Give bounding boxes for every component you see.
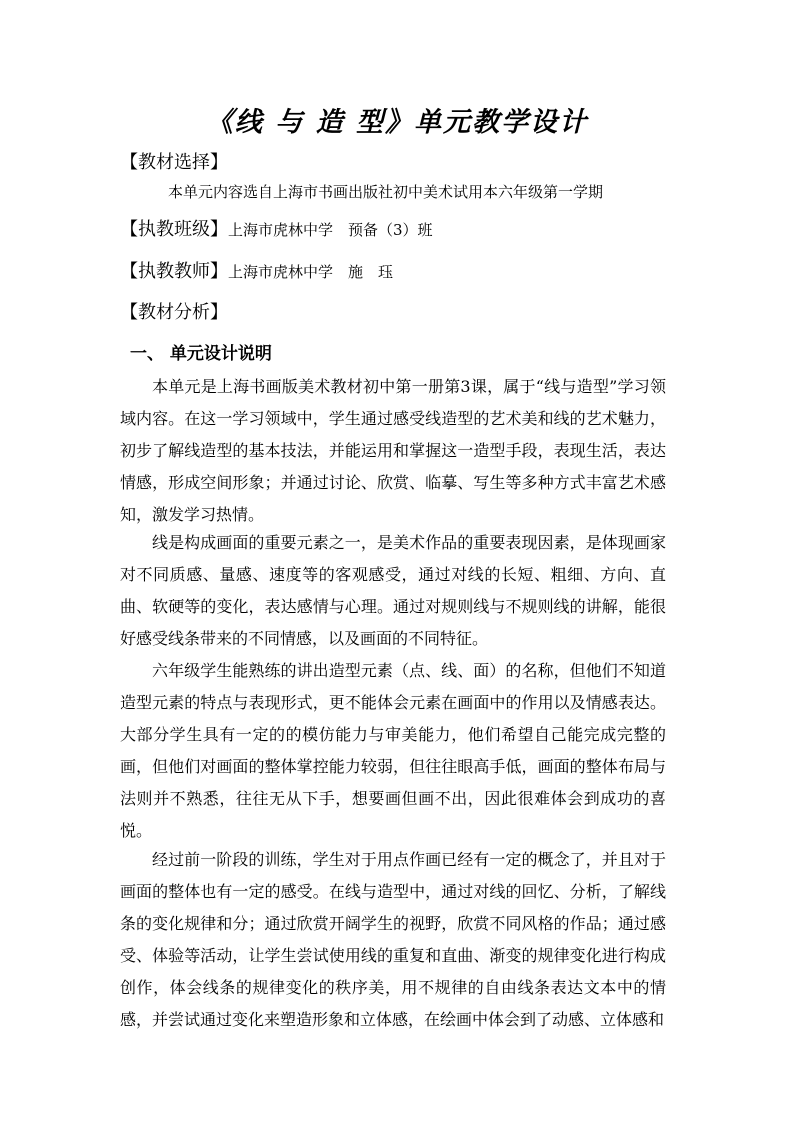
unit-design-heading: 一、 单元设计说明 — [130, 344, 272, 364]
material-analysis-label: 【教材分析】 — [120, 302, 228, 323]
section-material-analysis — [120, 298, 228, 324]
teacher-value: 上海市虎林中学 施 珏 — [228, 263, 394, 281]
paragraph-2: 线是构成画面的重要元素之一，是美术作品的重要表现因素，是体现画家对不同质感、量感、速度等的客观感受，通过对线的长短、粗细、方向、直曲、软硬等的变化，表达感情与心理。通过对规则线与不规则线的讲解，能很好感受线条带来的不同情感，以及画面的不同特征。 — [120, 533, 666, 648]
section-teaching-class — [120, 215, 433, 241]
teaching-class-label: 【执教班级】 — [120, 219, 228, 240]
paragraph-3: 六年级学生能熟练的讲出造型元素（点、线、面）的名称，但他们不知道造型元素的特点与表现形式，更不能体会元素在画面中的作用以及情感表达。大部分学生具有一定的的模仿能力与审美能力，他们希望自己能完成完整的画，但他们对画面的整体掌控能力较弱，但往往眼高手低，画面的整体布局与法则并不熟悉，往往无从下手，想要画但画不出，因此很难体会到成功的喜悦。 — [120, 661, 666, 840]
section-teacher — [120, 257, 393, 283]
material-selection-label: 【教材选择】 — [120, 152, 228, 173]
teacher-label: 【执教教师】 — [120, 261, 228, 282]
paragraph-1: 本单元是上海书画版美术教材初中第一册第3课，属于“线与造型”学习领域内容。在这一学习领域中，学生通过感受线造型的艺术美和线的艺术魅力，初步了解线造型的基本技法，并能运用和掌握这一造型手段，表现生活，表达情感，形成空间形象；并通过讨论、欣赏、临摹、写生等多种方式丰富艺术感知，激发学习热情。 — [120, 377, 666, 524]
teaching-class-value: 上海市虎林中学 预备（3）班 — [228, 221, 433, 239]
material-source-text: 本单元内容选自上海市书画出版社初中美术试用本六年级第一学期 — [168, 183, 604, 201]
paragraph-4: 经过前一阶段的训练，学生对于用点作画已经有一定的概念了，并且对于画面的整体也有一定的感受。在线与造型中，通过对线的回忆、分析，了解线条的变化规律和分；通过欣赏开阔学生的视野，欣赏不同风格的作品；通过感受、体验等活动，让学生尝试使用线的重复和直曲、渐变的规律变化进行构成创作，体会线条的规律变化的秩序美，用不规律的自由线条表达文本中的情感，并尝试通过变化来塑造形象和立体感，在绘画中体会到了动感、立体感和 — [120, 850, 666, 1029]
section-material-selection — [120, 148, 228, 174]
document-title: 《线 与 造 型》单元教学设计 — [205, 107, 589, 138]
